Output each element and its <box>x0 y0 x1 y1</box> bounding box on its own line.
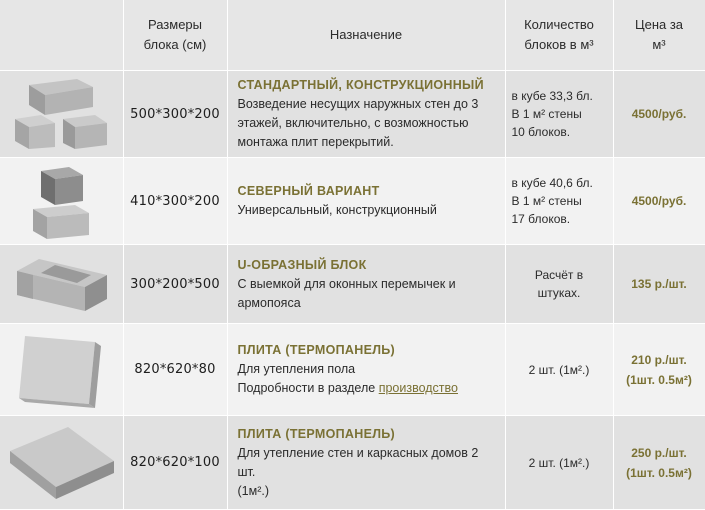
block-size: 820*620*80 <box>123 324 227 416</box>
purpose-line: Для утепление стен и каркасных домов 2 шт. <box>237 445 479 479</box>
northern-blocks-image <box>11 161 111 241</box>
price-value: 4500/руб. <box>631 107 687 121</box>
block-size: 410*300*200 <box>123 158 227 245</box>
purpose-title: ПЛИТА (ТЕРМОПАНЕЛЬ) <box>237 426 396 441</box>
u-block-image <box>11 251 111 317</box>
price-cell <box>613 158 705 245</box>
purpose-line <box>238 379 497 398</box>
slab-100-image <box>6 421 116 505</box>
purpose-title: СТАНДАРТНЫЙ, КОНСТРУКЦИОННЫЙ <box>237 78 484 92</box>
purpose-line: С выемкой для оконных перемычек и <box>237 276 456 291</box>
qty-cell <box>505 324 613 416</box>
table-row <box>0 416 705 510</box>
purpose-title: СЕВЕРНЫЙ ВАРИАНТ <box>237 184 380 198</box>
image-column-header <box>0 0 123 71</box>
qty-line: В 1 м² стены <box>511 194 582 208</box>
qty-line: 2 шт. (1м².) <box>528 455 590 470</box>
price-cell <box>613 245 705 324</box>
details-prefix: Подробности в разделе <box>237 381 379 395</box>
purpose-line: (1м².) <box>237 483 270 498</box>
table-row <box>0 245 705 324</box>
price-cell <box>613 324 705 416</box>
qty-line: штуках. <box>537 286 581 300</box>
price-value: 4500/руб. <box>631 194 687 208</box>
qty-line: Расчёт в <box>534 268 584 282</box>
purpose-cell <box>227 416 505 510</box>
block-size: 820*620*100 <box>123 416 227 510</box>
production-link[interactable]: производство <box>378 381 458 395</box>
purpose-line: армопояса <box>237 295 301 310</box>
qty-cell <box>505 416 613 510</box>
purpose-column-header: Назначение <box>227 0 505 71</box>
qty-cell <box>505 71 613 158</box>
slab-80-image <box>11 330 111 410</box>
size-column-header: Размеры блока (см) <box>123 0 227 71</box>
price-value: 135 р./шт. <box>631 277 687 291</box>
table-row <box>0 324 705 416</box>
price-cell <box>613 416 705 510</box>
purpose-line: монтажа плит перекрытий. <box>237 135 394 149</box>
price-column-header: Цена за м³ <box>613 0 705 71</box>
table-row <box>0 158 705 245</box>
price-value: 250 р./шт. <box>631 445 687 460</box>
qty-line: в кубе 40,6 бл. <box>511 176 593 190</box>
standard-blocks-image <box>11 75 111 153</box>
qty-cell <box>505 158 613 245</box>
price-value: 210 р./шт. <box>631 352 687 367</box>
purpose-line: Универсальный, конструкционный <box>237 203 437 217</box>
qty-line: 2 шт. (1м².) <box>528 362 590 377</box>
table-header-row <box>0 0 705 71</box>
price-cell <box>613 71 705 158</box>
qty-cell <box>505 245 613 324</box>
row-image-cell <box>0 245 123 324</box>
purpose-title: U-ОБРАЗНЫЙ БЛОК <box>237 257 367 272</box>
qty-line: В 1 м² стены <box>511 107 582 121</box>
price-note: (1шт. 0.5м²) <box>626 465 692 480</box>
purpose-cell <box>227 71 505 158</box>
qty-line: в кубе 33,3 бл. <box>511 89 593 103</box>
purpose-title: ПЛИТА (ТЕРМОПАНЕЛЬ) <box>237 343 396 357</box>
block-size: 500*300*200 <box>123 71 227 158</box>
qty-line: 10 блоков. <box>511 125 571 139</box>
qty-column-header: Количество блоков в м³ <box>505 0 613 71</box>
row-image-cell <box>0 416 123 510</box>
table-row <box>0 71 705 158</box>
row-image-cell <box>0 158 123 245</box>
block-size: 300*200*500 <box>123 245 227 324</box>
row-image-cell <box>0 324 123 416</box>
purpose-line: этажей, включительно, с возможностью <box>237 116 469 130</box>
qty-line: 17 блоков. <box>511 212 571 226</box>
purpose-line: Для утепления пола <box>237 362 356 376</box>
purpose-cell <box>227 324 505 416</box>
purpose-cell <box>227 158 505 245</box>
purpose-line: Возведение несущих наружных стен до 3 <box>237 97 479 111</box>
row-image-cell <box>0 71 123 158</box>
price-note: (1шт. 0.5м²) <box>626 372 692 387</box>
purpose-cell <box>227 245 505 324</box>
